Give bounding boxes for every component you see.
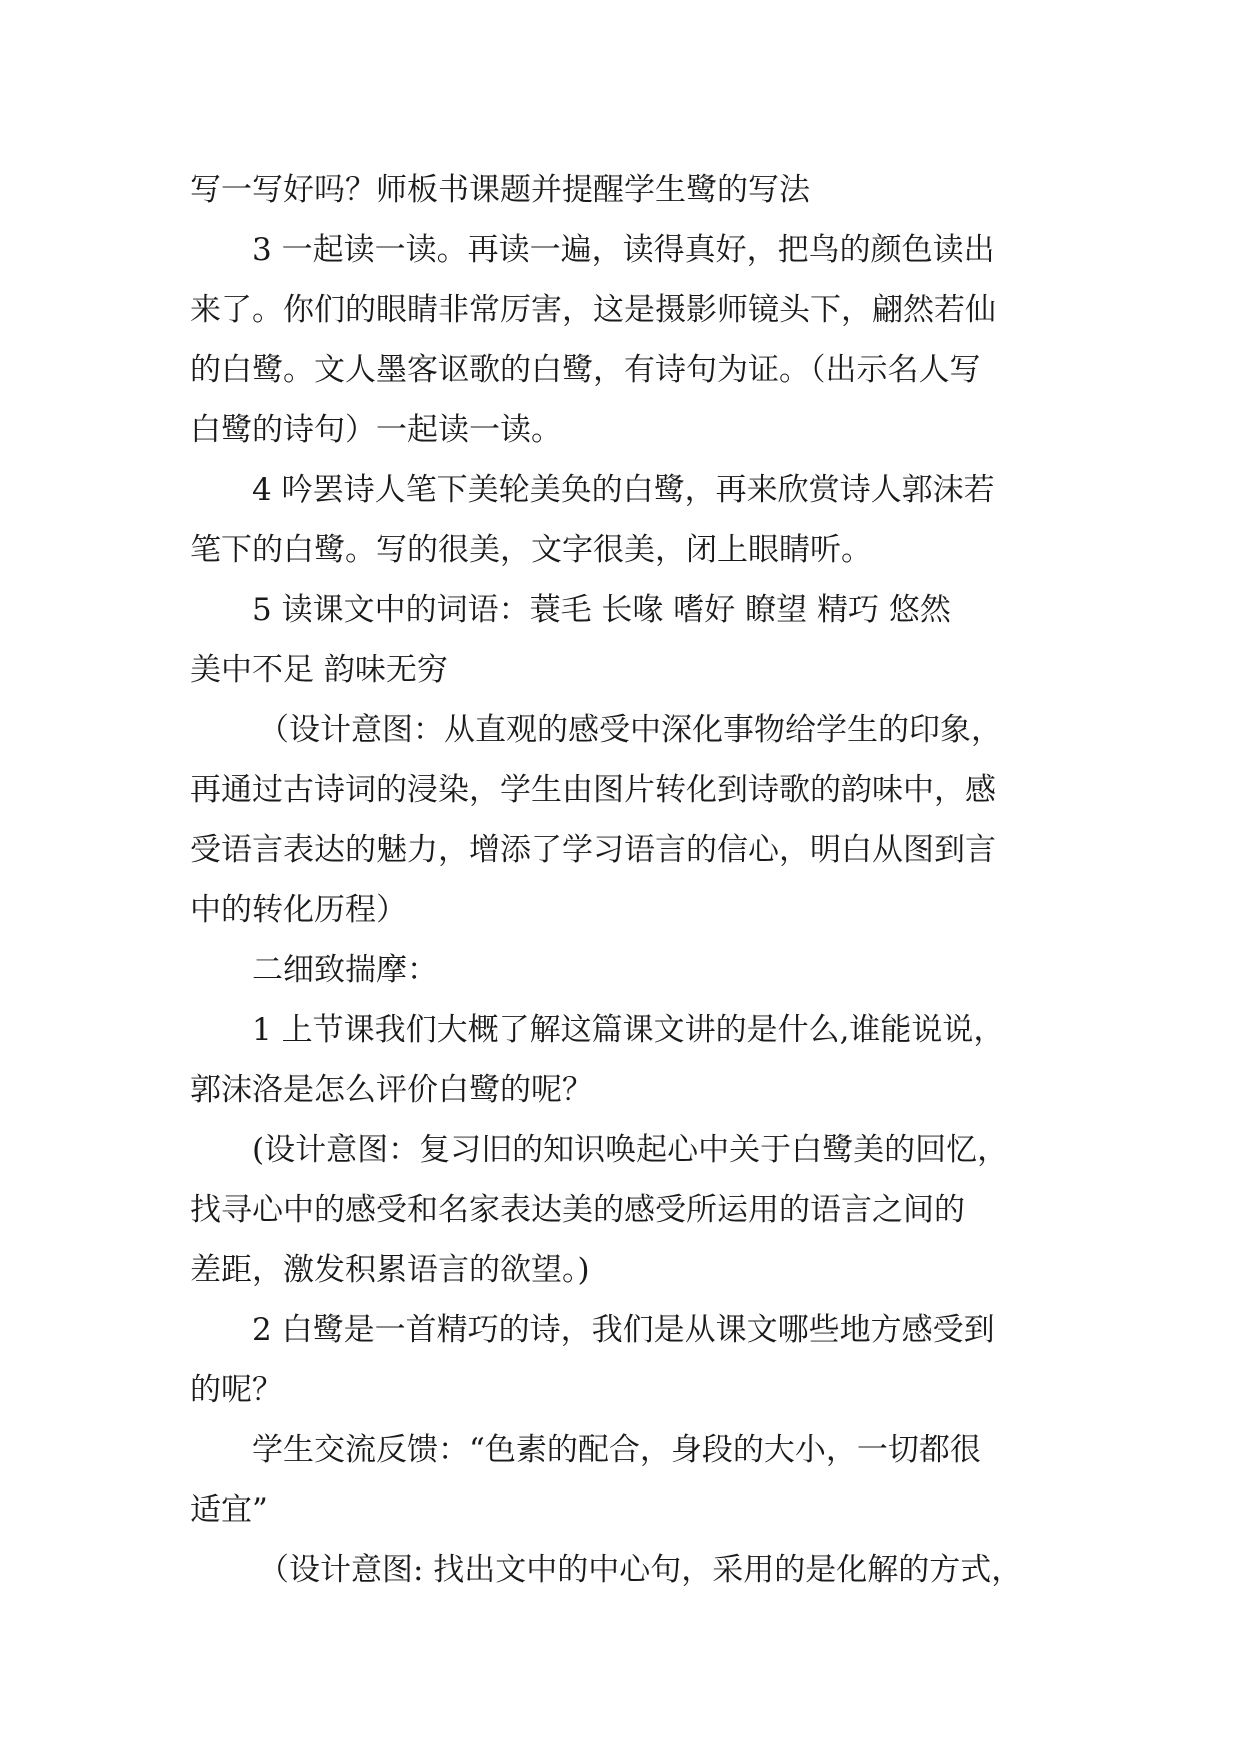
text-line: 找寻心中的感受和名家表达美的感受所运用的语言之间的 <box>190 1192 965 1228</box>
text-line: 写一写好吗？师板书课题并提醒学生鹭的写法 <box>190 172 810 208</box>
text-line: 4 吟罢诗人笔下美轮美奂的白鹭，再来欣赏诗人郭沫若 <box>252 472 995 508</box>
text-line: 美中不足 韵味无穷 <box>190 652 448 688</box>
section-heading: 二细致揣摩： <box>252 952 438 988</box>
text-line: 的白鹭。文人墨客讴歌的白鹭，有诗句为证。（出示名人写 <box>190 352 981 388</box>
text-line: 适宜” <box>190 1492 268 1528</box>
text-line: 白鹭的诗句）一起读一读。 <box>190 412 562 448</box>
text-line: 5 读课文中的词语：蓑毛 长喙 嗜好 瞭望 精巧 悠然 <box>252 592 951 628</box>
text-line: 中的转化历程） <box>190 892 407 928</box>
text-line: 再通过古诗词的浸染，学生由图片转化到诗歌的韵味中，感 <box>190 772 996 808</box>
document-body <box>190 160 1060 1600</box>
text-line: 受语言表达的魅力，增添了学习语言的信心，明白从图到言 <box>190 832 996 868</box>
text-line: 2 白鹭是一首精巧的诗，我们是从课文哪些地方感受到 <box>252 1312 995 1348</box>
text-line: 学生交流反馈：“色素的配合，身段的大小，一切都很 <box>252 1432 981 1468</box>
design-note-line: （设计意图: 找出文中的中心句，采用的是化解的方式， <box>258 1552 1023 1588</box>
text-line: 1 上节课我们大概了解这篇课文讲的是什么,谁能说说， <box>252 1012 1005 1048</box>
text-line: 3 一起读一读。再读一遍，读得真好，把鸟的颜色读出 <box>252 232 995 268</box>
text-line: 郭沫洛是怎么评价白鹭的呢？ <box>190 1072 593 1108</box>
text-line: 来了。你们的眼睛非常厉害，这是摄影师镜头下，翩然若仙 <box>190 292 996 328</box>
design-note-line: （设计意图：从直观的感受中深化事物给学生的印象， <box>258 712 1002 748</box>
text-line: 的呢？ <box>190 1372 283 1408</box>
text-line: 差距，激发积累语言的欲望。) <box>190 1252 590 1288</box>
text-line: 笔下的白鹭。写的很美，文字很美，闭上眼睛听。 <box>190 532 872 568</box>
design-note-line: (设计意图：复习旧的知识唤起心中关于白鹭美的回忆， <box>252 1132 1009 1168</box>
